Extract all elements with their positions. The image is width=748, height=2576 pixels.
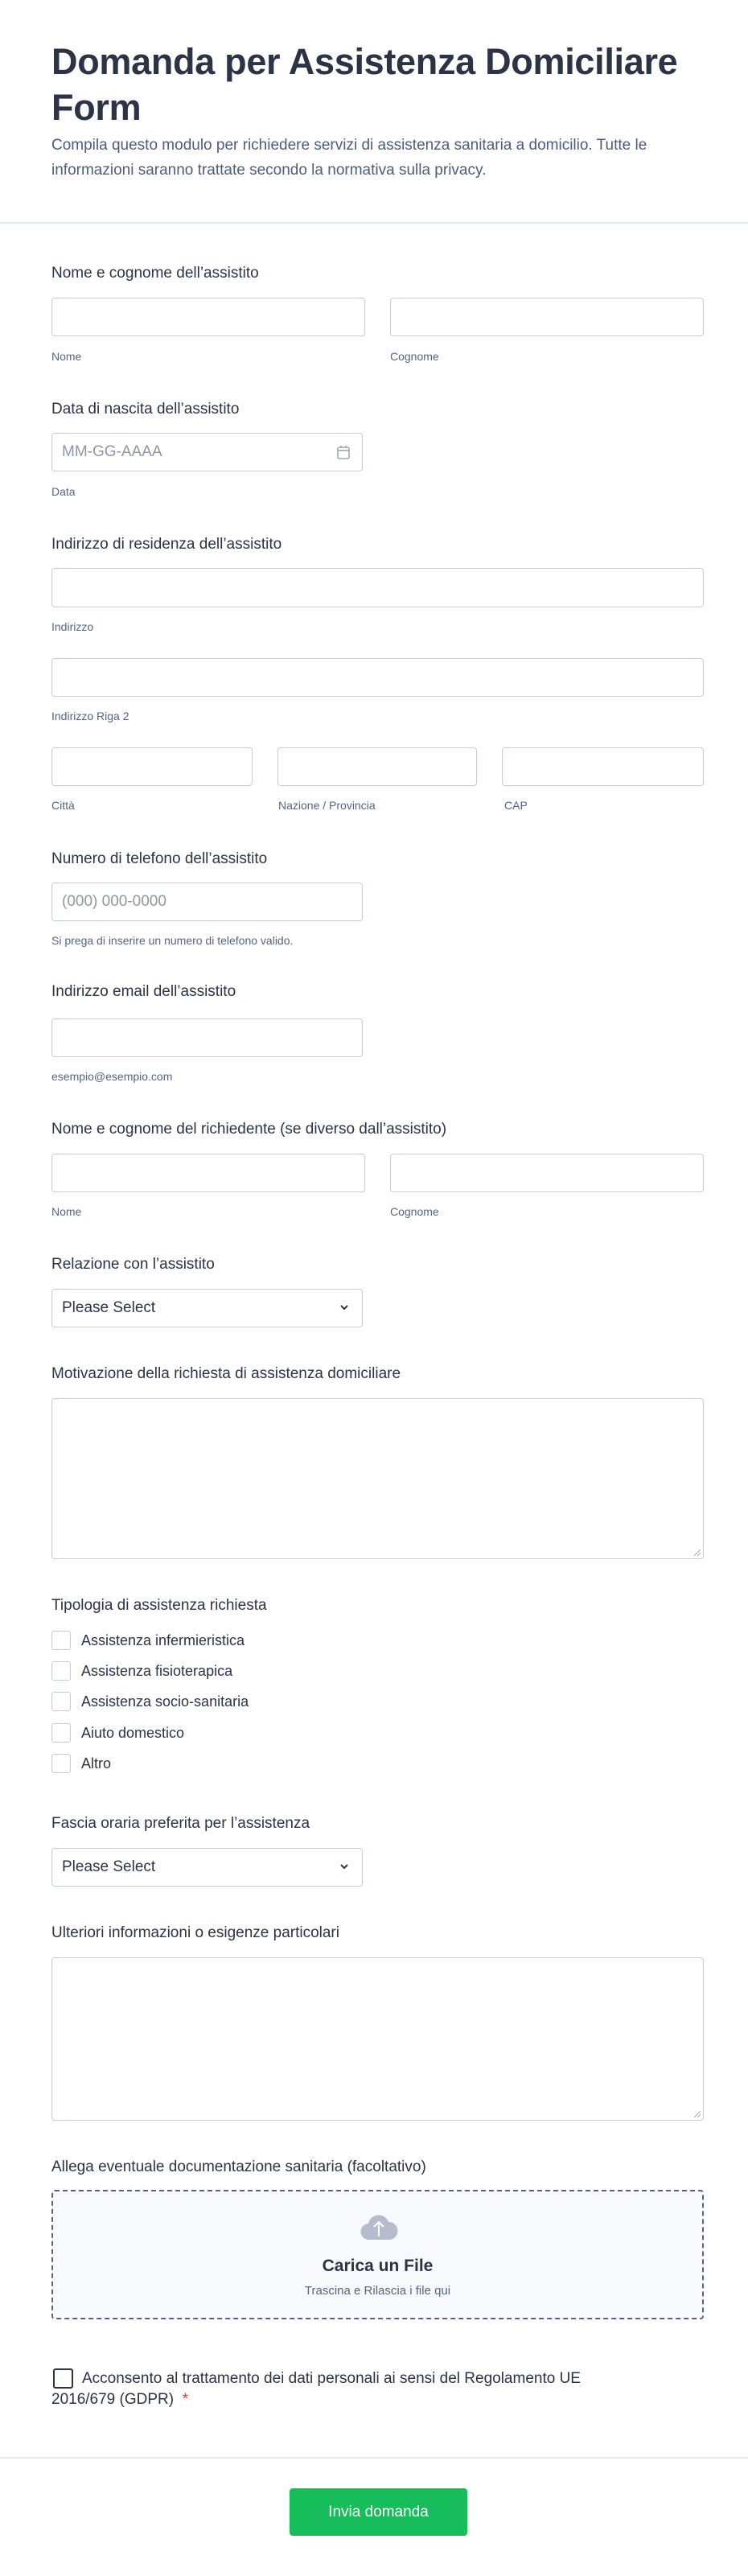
birth-date-input[interactable]: [51, 433, 363, 471]
phone-sublabel: Si prega di inserire un numero di telefono valido.: [51, 934, 294, 947]
requester-last-name-sublabel: Cognome: [390, 1205, 439, 1218]
city-sublabel: Città: [51, 799, 75, 812]
chevron-down-icon: [338, 1301, 351, 1314]
checkbox-domestic-help[interactable]: [51, 1723, 71, 1743]
phone-input[interactable]: [51, 883, 363, 921]
requester-last-name-input[interactable]: [390, 1154, 704, 1192]
time-slot-select[interactable]: [51, 1848, 363, 1887]
address-line1-sublabel: Indirizzo: [51, 620, 94, 633]
address-label: Indirizzo di residenza dell’assistito: [51, 536, 282, 553]
checkbox-label: Aiuto domestico: [81, 1725, 185, 1741]
birth-date-label: Data di nascita dell’assistito: [51, 401, 240, 418]
service-type-label: Tipologia di assistenza richiesta: [51, 1597, 267, 1614]
notes-textarea[interactable]: [51, 1957, 704, 2121]
checkbox-label: Assistenza infermieristica: [81, 1632, 245, 1648]
relation-select-value: Please Select: [62, 1299, 156, 1316]
zip-input[interactable]: [502, 747, 704, 786]
checkbox-label: Assistenza fisioterapica: [81, 1663, 233, 1679]
motivation-label: Motivazione della richiesta di assistenza domiciliare: [51, 1365, 401, 1382]
cloud-upload-icon: [360, 2212, 398, 2241]
checkbox-label: Altro: [81, 1755, 112, 1772]
chevron-down-icon: [338, 1860, 351, 1873]
resize-grip-icon[interactable]: [693, 2109, 701, 2117]
address-line2-sublabel: Indirizzo Riga 2: [51, 710, 129, 722]
checkbox-other[interactable]: [51, 1754, 71, 1773]
consent-text: Acconsento al trattamento dei dati personali ai sensi del Regolamento UE 2016/679 (GDPR): [51, 2370, 581, 2408]
form-description: Compila questo modulo per richiedere servizi di assistenza sanitaria a domicilio. Tutte le informazioni saranno trattate secondo la normativa sulla privacy.: [51, 137, 647, 179]
motivation-textarea[interactable]: [51, 1398, 704, 1559]
checkbox-social-health[interactable]: [51, 1692, 71, 1711]
patient-last-name-sublabel: Cognome: [390, 350, 439, 363]
email-sublabel: esempio@esempio.com: [51, 1070, 173, 1083]
phone-placeholder: (000) 000-0000: [62, 893, 166, 910]
checkbox-physiotherapy[interactable]: [51, 1661, 71, 1681]
phone-label: Numero di telefono dell’assistito: [51, 850, 268, 867]
city-input[interactable]: [51, 747, 253, 786]
patient-first-name-sublabel: Nome: [51, 350, 82, 363]
relation-select[interactable]: [51, 1289, 363, 1327]
checkbox-nursing[interactable]: [51, 1631, 71, 1650]
consent-label: [51, 2368, 631, 2410]
submit-button[interactable]: Invia domanda: [290, 2488, 467, 2536]
form-title: Domanda per Assistenza Domiciliare Form: [51, 41, 678, 128]
zip-sublabel: CAP: [504, 799, 528, 812]
upload-title: Carica un File: [322, 2257, 434, 2275]
header-divider: [0, 222, 748, 224]
address-line2-input[interactable]: [51, 658, 704, 697]
file-dropzone[interactable]: [51, 2190, 704, 2319]
requester-name-label: Nome e cognome del richiedente (se diverso dall’assistito): [51, 1121, 447, 1138]
email-label: Indirizzo email dell’assistito: [51, 983, 236, 1000]
patient-first-name-input[interactable]: [51, 298, 365, 336]
time-slot-label: Fascia oraria preferita per l’assistenza: [51, 1815, 310, 1832]
upload-hint: Trascina e Rilascia i file qui: [304, 2284, 451, 2298]
upload-label: Allega eventuale documentazione sanitaria (facoltativo): [51, 2158, 426, 2175]
email-input[interactable]: [51, 1018, 363, 1057]
birth-date-placeholder: MM-GG-AAAA: [62, 443, 162, 460]
time-slot-select-value: Please Select: [62, 1858, 156, 1875]
resize-grip-icon[interactable]: [693, 1548, 701, 1556]
footer-divider: [0, 2457, 748, 2459]
state-sublabel: Nazione / Provincia: [278, 799, 376, 812]
patient-name-label: Nome e cognome dell’assistito: [51, 265, 259, 282]
birth-date-sublabel: Data: [51, 485, 76, 498]
calendar-icon[interactable]: [336, 444, 351, 460]
state-input[interactable]: [277, 747, 477, 786]
address-line1-input[interactable]: [51, 568, 704, 607]
required-mark: *: [182, 2391, 189, 2408]
relation-label: Relazione con l’assistito: [51, 1256, 215, 1273]
patient-last-name-input[interactable]: [390, 298, 704, 336]
checkbox-label: Assistenza socio-sanitaria: [81, 1693, 249, 1710]
notes-label: Ulteriori informazioni o esigenze particolari: [51, 1924, 339, 1941]
requester-first-name-input[interactable]: [51, 1154, 365, 1192]
requester-first-name-sublabel: Nome: [51, 1205, 82, 1218]
